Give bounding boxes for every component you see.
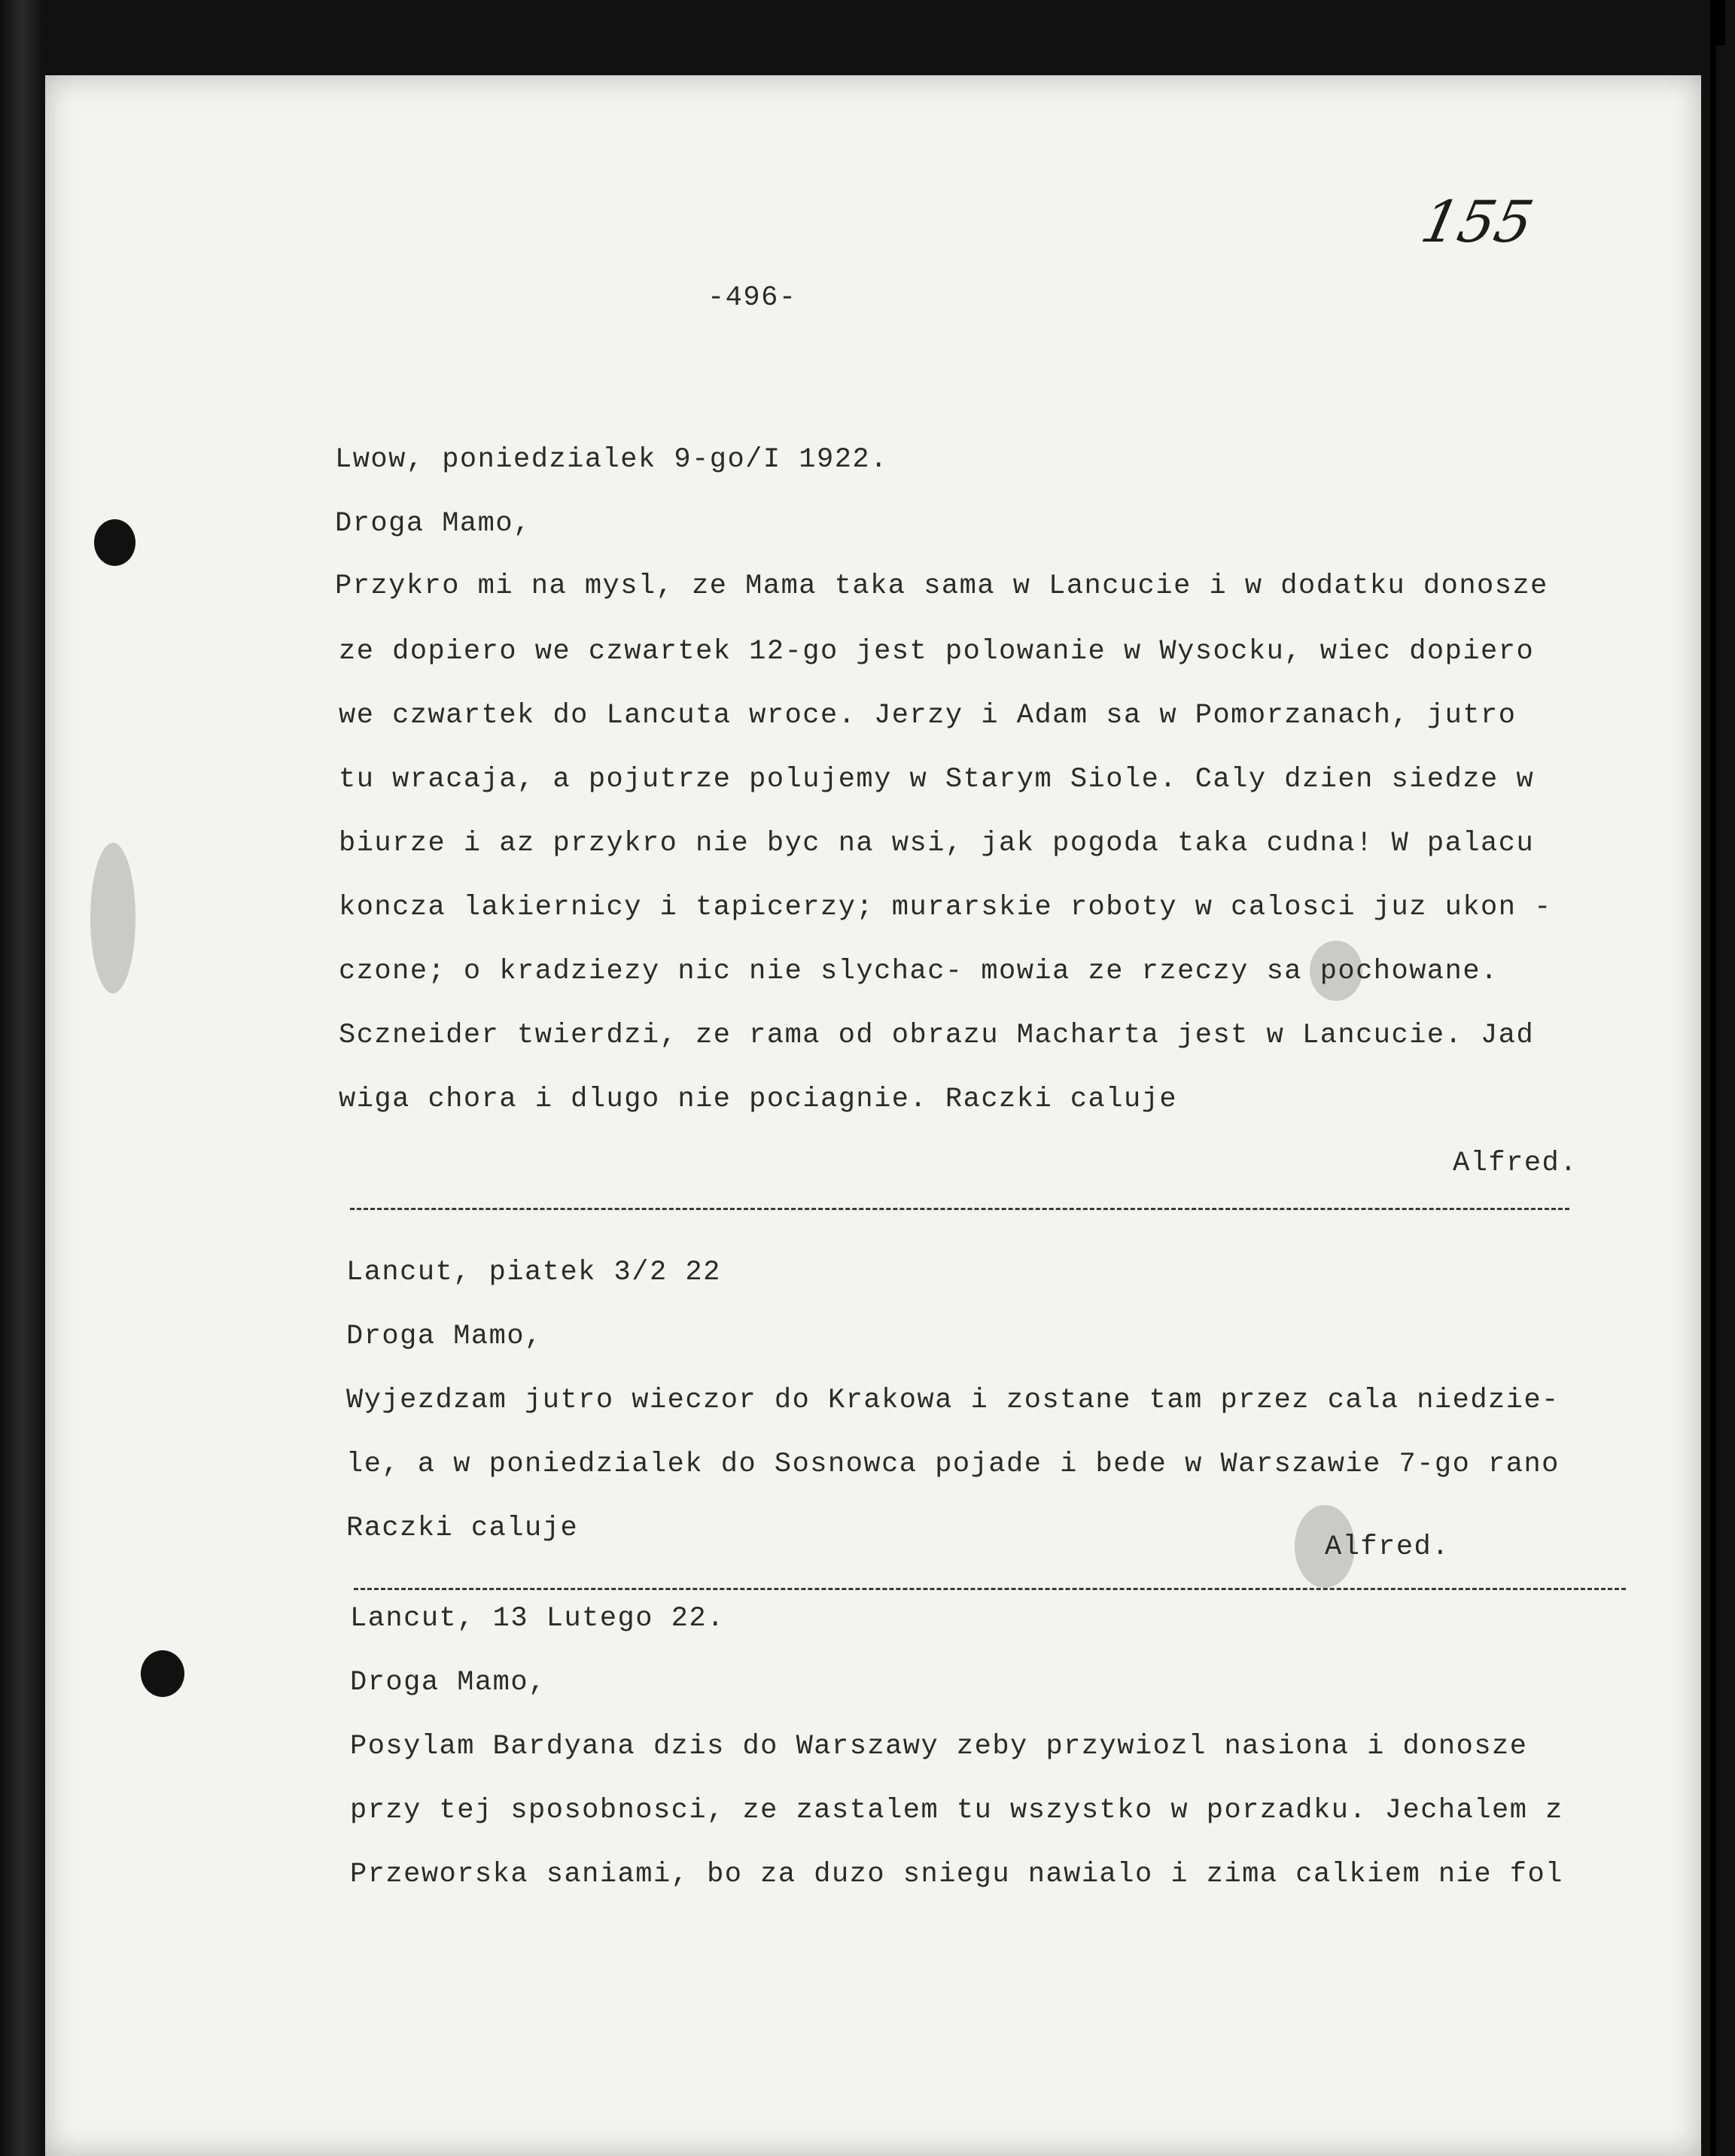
letter-signature: Alfred. bbox=[1325, 1531, 1450, 1563]
page-number: -496- bbox=[708, 282, 797, 314]
binder-edge-top bbox=[1710, 0, 1725, 45]
separator-line bbox=[354, 1588, 1626, 1590]
letter-salutation: Droga Mamo, bbox=[346, 1321, 543, 1352]
letter-signature: Alfred. bbox=[1453, 1148, 1578, 1179]
letter-salutation: Droga Mamo, bbox=[350, 1667, 546, 1698]
letter-place-date: Lwow, poniedzialek 9-go/I 1922. bbox=[335, 444, 888, 476]
letter-body-line: wiga chora i dlugo nie pociagnie. Raczki caluje bbox=[339, 1084, 1178, 1115]
letter-body-line: Raczki caluje bbox=[346, 1513, 579, 1544]
letter-body-line: Przeworska saniami, bo za duzo sniegu nawialo i zima calkiem nie fol bbox=[350, 1859, 1563, 1890]
separator-line bbox=[350, 1208, 1569, 1210]
archive-number: 155 bbox=[1415, 188, 1539, 255]
punch-hole-bottom bbox=[141, 1650, 184, 1697]
letter-body-line: przy tej sposobnosci, ze zastalem tu wszystko w porzadku. Jechalem z bbox=[350, 1795, 1563, 1826]
document-page bbox=[45, 75, 1701, 2156]
letter-body-line: le, a w poniedzialek do Sosnowca pojade i bede w Warszawie 7-go rano bbox=[346, 1449, 1560, 1480]
binder-edge bbox=[1710, 0, 1716, 2156]
letter-place-date: Lancut, piatek 3/2 22 bbox=[346, 1257, 721, 1288]
letter-body-line: czone; o kradziezy nic nie slychac- mowia ze rzeczy sa pochowane. bbox=[339, 956, 1499, 987]
punch-hole-top bbox=[94, 519, 135, 566]
letter-body-line: tu wracaja, a pojutrze polujemy w Starym Siole. Caly dzien siedze w bbox=[339, 764, 1535, 795]
ink-blot bbox=[90, 843, 135, 993]
letter-body-line: ze dopiero we czwartek 12-go jest polowanie w Wysocku, wiec dopiero bbox=[339, 636, 1535, 667]
letter-body-line: Przykro mi na mysl, ze Mama taka sama w Lancucie i w dodatku donosze bbox=[335, 570, 1548, 602]
letter-body-line: Sczneider twierdzi, ze rama od obrazu Macharta jest w Lancucie. Jad bbox=[339, 1020, 1535, 1051]
letter-place-date: Lancut, 13 Lutego 22. bbox=[350, 1603, 725, 1634]
letter-body-line: we czwartek do Lancuta wroce. Jerzy i Adam sa w Pomorzanach, jutro bbox=[339, 700, 1517, 731]
letter-body-line: Wyjezdzam jutro wieczor do Krakowa i zostane tam przez cala niedzie- bbox=[346, 1385, 1560, 1416]
letter-body-line: biurze i az przykro nie byc na wsi, jak pogoda taka cudna! W palacu bbox=[339, 828, 1535, 859]
letter-body-line: koncza lakiernicy i tapicerzy; murarskie roboty w calosci juz ukon - bbox=[339, 892, 1552, 923]
letter-salutation: Droga Mamo, bbox=[335, 508, 531, 540]
letter-body-line: Posylam Bardyana dzis do Warszawy zeby przywiozl nasiona i donosze bbox=[350, 1731, 1528, 1762]
